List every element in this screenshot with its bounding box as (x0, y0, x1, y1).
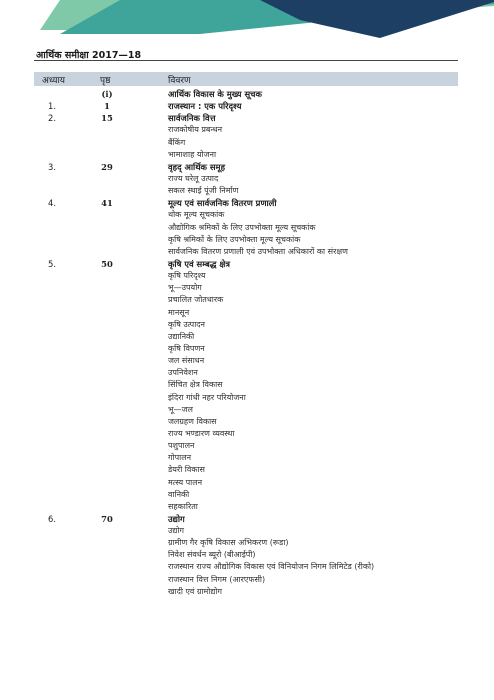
entry-text: कृषि विपणन (168, 343, 205, 353)
topic-row (34, 343, 458, 355)
chapter-row (34, 197, 458, 209)
entry-text: प्रचालित जोतधारक (168, 295, 224, 305)
topic-row (34, 464, 458, 476)
entry-text: वानिकी (168, 489, 190, 499)
topic-row (34, 440, 458, 452)
entry-text: वृहद् आर्थिक समूह (168, 161, 226, 172)
topic-row (34, 367, 458, 379)
topic-row (34, 282, 458, 294)
chapter-row (34, 258, 458, 270)
topic-row (34, 452, 458, 464)
topic-row (34, 379, 458, 391)
topic-row (34, 525, 458, 537)
topic-row (34, 149, 458, 161)
topic-row (34, 270, 458, 282)
topic-row (34, 477, 458, 489)
entry-text: जल संसाधन (168, 356, 205, 366)
entry-text: खादी एवं ग्रामोद्योग (168, 586, 222, 596)
entry-text: निवेश संवर्धन ब्यूरो (बीआईपी) (168, 550, 256, 560)
topic-row (34, 501, 458, 513)
entry-text: राजस्थान राज्य औद्योगिक विकास एवं विनियोजन निगम लिमिटेड (रीको) (168, 562, 375, 572)
topic-row (34, 489, 458, 501)
topic-row (34, 319, 458, 331)
entry-text: उद्योग (168, 526, 184, 536)
topic-row (34, 294, 458, 306)
entry-text: गोपालन (168, 453, 192, 463)
topic-row (34, 222, 458, 234)
column-page: पृष्ठ (100, 76, 111, 86)
entry-text: जलग्रहण विकास (168, 416, 217, 426)
table-header (34, 72, 458, 86)
entry-text: बैंकिंग (168, 137, 186, 147)
topic-row (34, 185, 458, 197)
chapter-row (34, 88, 458, 100)
contents-table (34, 88, 458, 598)
topic-row (34, 246, 458, 258)
topic-row (34, 416, 458, 428)
entry-text: उद्यानिकी (168, 331, 195, 341)
entry-text: मूल्य एवं सार्वजनिक वितरण प्रणाली (168, 198, 277, 209)
entry-text: उद्योग (168, 513, 185, 524)
entry-text: सहकारिता (168, 501, 198, 511)
topic-row (34, 234, 458, 246)
entry-text: इंदिरा गांधी नहर परियोजना (168, 392, 246, 402)
chapter-number: 4. (48, 198, 56, 209)
document-title: आर्थिक समीक्षा 2017—18 (36, 50, 142, 61)
topic-row (34, 392, 458, 404)
entry-text: डेयरी विकास (168, 465, 205, 475)
entry-text: कृषि उत्पादन (168, 319, 205, 329)
entry-text: मत्स्य पालन (168, 477, 203, 487)
topic-row (34, 209, 458, 221)
entry-text: थोक मूल्य सूचकांक (168, 210, 225, 220)
chapter-row (34, 161, 458, 173)
topic-row (34, 574, 458, 586)
entry-text: राज्य घरेलू उत्पाद (168, 173, 219, 183)
page-number: (i) (101, 89, 113, 99)
chapter-row (34, 100, 458, 112)
page-number: 15 (101, 113, 113, 124)
entry-text: औद्योगिक श्रमिकों के लिए उपभोक्ता मूल्य सूचकांक (168, 222, 316, 232)
entry-text: ग्रामीण गैर कृषि विकास अभिकरण (रूडा) (168, 538, 289, 548)
topic-row (34, 537, 458, 549)
entry-text: सिंचित क्षेत्र विकास (168, 380, 223, 390)
topic-row (34, 404, 458, 416)
entry-text: सार्वजनिक वितरण प्रणाली एवं उपभोक्ता अधिकारों का संरक्षण (168, 246, 348, 256)
entry-text: उपनिवेशन (168, 368, 198, 378)
entry-text: राजस्थान वित्त निगम (आरएफसी) (168, 574, 266, 584)
chapter-number: 3. (48, 161, 56, 172)
topic-row (34, 561, 458, 573)
topic-row (34, 428, 458, 440)
chapter-row (34, 112, 458, 124)
topic-row (34, 173, 458, 185)
entry-text: सकल स्थाई पूंजी निर्माण (168, 186, 239, 196)
chapter-number: 1. (48, 101, 56, 112)
entry-text: राज्य भण्डारण व्यवस्था (168, 428, 235, 438)
page-number: 29 (101, 161, 113, 172)
chapter-number: 5. (48, 258, 56, 269)
topic-row (34, 137, 458, 149)
page-number: 70 (101, 513, 113, 524)
topic-row (34, 549, 458, 561)
entry-text: आर्थिक विकास के मुख्य सूचक (168, 89, 262, 99)
page-number: 50 (101, 258, 113, 269)
chapter-row (34, 513, 458, 525)
entry-text: पशुपालन (168, 441, 195, 451)
entry-text: भू—उपयोग (168, 283, 202, 293)
title-divider (34, 60, 458, 61)
topic-row (34, 307, 458, 319)
entry-text: राजकोषीय प्रबन्धन (168, 125, 223, 135)
page-number: 1 (104, 101, 110, 112)
header-banner (0, 0, 494, 40)
entry-text: राजस्थान : एक परिदृश्य (168, 101, 242, 112)
topic-row (34, 355, 458, 367)
entry-text: कृषि श्रमिकों के लिए उपभोक्ता मूल्य सूचकांक (168, 234, 301, 244)
entry-text: कृषि एवं सम्बद्ध क्षेत्र (168, 258, 230, 269)
entry-text: मानसून (168, 307, 190, 317)
chapter-number: 6. (48, 513, 56, 524)
column-chapter: अध्याय (42, 76, 66, 86)
topic-row (34, 586, 458, 598)
entry-text: भामाशाह योजना (168, 149, 217, 159)
chapter-number: 2. (48, 113, 56, 124)
topic-row (34, 331, 458, 343)
topic-row (34, 124, 458, 136)
column-details: विवरण (168, 76, 191, 86)
entry-text: सार्वजनिक वित्त (168, 113, 216, 124)
entry-text: कृषि परिदृश्य (168, 271, 206, 281)
entry-text: भू—जल (168, 404, 193, 414)
page-number: 41 (101, 198, 113, 209)
